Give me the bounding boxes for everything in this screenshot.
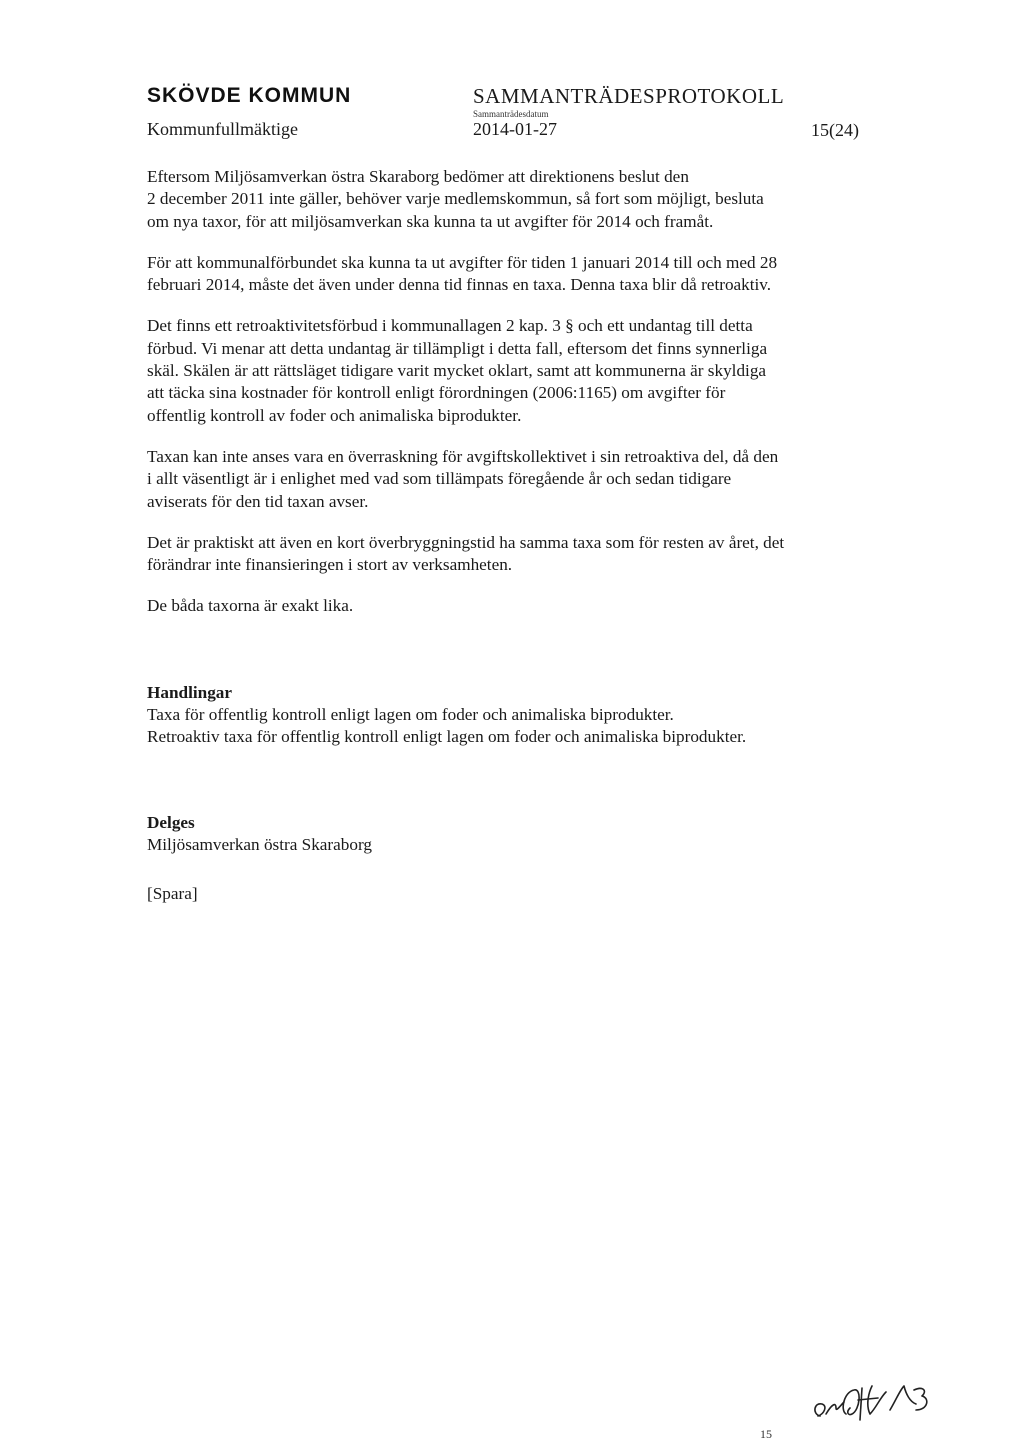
text-line: om nya taxor, för att miljösamverkan ska kunna ta ut avgifter för 2014 och framåt.	[147, 211, 714, 231]
municipality-logo-text: SKÖVDE KOMMUN	[147, 84, 352, 107]
paragraph	[147, 252, 917, 297]
paragraph	[147, 446, 917, 513]
text-line: Det finns ett retroaktivitetsförbud i kommunallagen 2 kap. 3 § och ett undantag till detta	[147, 316, 753, 336]
delges-heading: Delges	[147, 813, 195, 833]
footer-mark: 15	[760, 1427, 772, 1441]
delges-section	[147, 812, 917, 856]
handlingar-item: Retroaktiv taxa för offentlig kontroll enligt lagen om foder och animaliska biprodukter.	[147, 727, 747, 747]
date-caption: Sammanträdesdatum	[473, 109, 549, 119]
text-line: förbud. Vi menar att detta undantag är tillämpligt i detta fall, eftersom det finns synnerliga	[147, 338, 768, 358]
text-line: Det är praktiskt att även en kort överbryggningstid ha samma taxa som för resten av året, det	[147, 532, 785, 552]
paragraph	[147, 532, 917, 577]
document-type: SAMMANTRÄDESPROTOKOLL	[473, 84, 785, 108]
text-line: Eftersom Miljösamverkan östra Skaraborg bedömer att direktionens beslut den	[147, 167, 689, 186]
municipality-logo	[147, 84, 351, 108]
text-line: skäl. Skälen är att rättsläget tidigare varit mycket oklart, samt att kommunerna är skyldiga	[147, 361, 767, 381]
text-line: För att kommunalförbundet ska kunna ta ut avgifter för tiden 1 januari 2014 till och med 28	[147, 252, 778, 272]
text-line: februari 2014, måste det även under denna tid finnas en taxa. Denna taxa blir då retroaktiv.	[147, 275, 772, 295]
handlingar-item: Taxa för offentlig kontroll enligt lagen om foder och animaliska biprodukter.	[147, 704, 674, 724]
text-line: 2 december 2011 inte gäller, behöver varje medlemskommun, så fort som möjligt, besluta	[147, 189, 764, 209]
page-number: 15(24)	[811, 120, 859, 140]
text-line: De båda taxorna är exakt lika.	[147, 596, 354, 616]
text-line: offentlig kontroll av foder och animaliska biprodukter.	[147, 405, 522, 425]
text-line: i allt väsentligt är i enlighet med vad som tillämpats föregående år och sedan tidigare	[147, 469, 732, 489]
document-body	[147, 166, 917, 905]
handlingar-section	[147, 682, 917, 749]
text-line: förändrar inte finansieringen i stort av verksamheten.	[147, 555, 513, 575]
delges-recipient: Miljösamverkan östra Skaraborg	[147, 835, 372, 855]
text-line: Taxan kan inte anses vara en överraskning för avgiftskollektivet i sin retroaktiva del, då den	[147, 446, 779, 466]
text-line: aviserats för den tid taxan avser.	[147, 491, 369, 511]
paragraph	[147, 315, 917, 426]
text-line: att täcka sina kostnader för kontroll enligt förordningen (2006:1165) om avgifter för	[147, 383, 726, 403]
body-name: Kommunfullmäktige	[147, 119, 298, 139]
signature-icon	[806, 1380, 934, 1426]
meeting-date: 2014-01-27	[473, 119, 557, 139]
save-marker: [Spara]	[147, 883, 198, 903]
handlingar-heading: Handlingar	[147, 682, 233, 702]
paragraph	[147, 595, 917, 617]
paragraph	[147, 166, 917, 233]
